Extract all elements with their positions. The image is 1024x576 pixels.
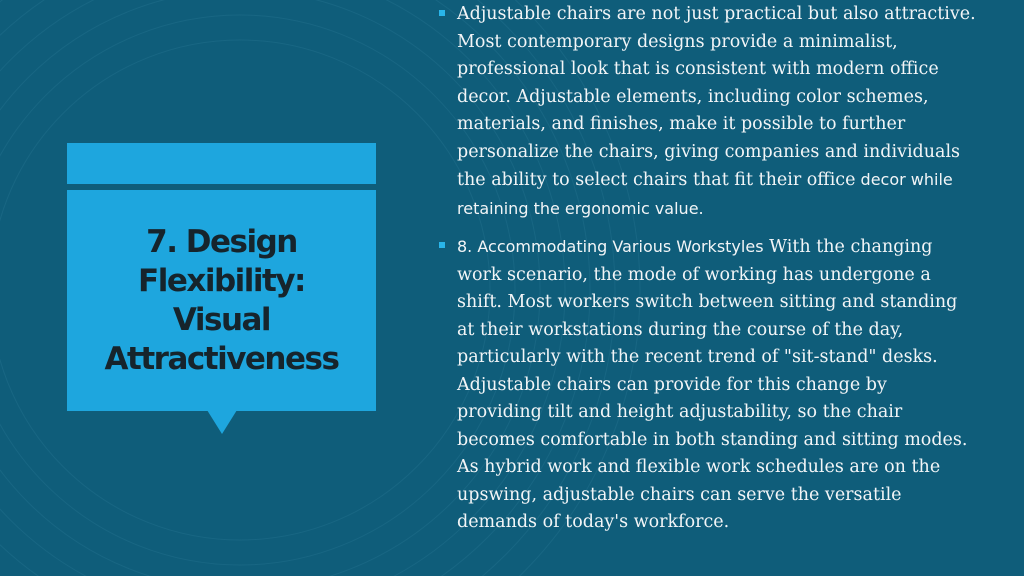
slide-title <box>67 223 376 379</box>
bullet-list <box>437 1 977 576</box>
bullet-workstyles <box>437 233 977 537</box>
bullet-design-flexibility <box>437 1 977 223</box>
title-line: Flexibility: <box>138 262 305 299</box>
bullet-text-serif: Adjustable chairs are not just practical but also attractive. Most contemporary designs provide a minimalist, professional look that is consistent with modern office decor. Adjustable elements, including color schemes, materials, and finishes, make it possible to further personalize the chairs, giving companies and individuals the ability to select chairs that fit their office <box>457 4 976 190</box>
title-accent-bar <box>67 143 376 184</box>
square-bullet-icon <box>439 242 445 248</box>
title-line: 7. Design <box>146 223 297 260</box>
bullet-text-sans: decor while retaining the ergonomic value. <box>457 170 953 218</box>
title-line: Visual <box>172 301 271 338</box>
title-line: Attractiveness <box>104 340 339 377</box>
callout-pointer <box>207 410 237 434</box>
bullet-text-serif: With the changing work scenario, the mode of working has undergone a shift. Most workers switch between sitting and standing at their workstations during the course of the day, particularly with the recent trend of "sit-stand" desks. Adjustable chairs can provide for this change by providing tilt and height adjustability, so the chair becomes comfortable in both standing and sitting modes. As hybrid work and flexible work schedules are on the upswing, adjustable chairs can serve the versatile demands of today's workforce. <box>457 237 968 532</box>
title-callout-box <box>67 190 376 411</box>
bullet-heading-sans: 8. Accommodating Various Workstyles <box>457 237 764 256</box>
square-bullet-icon <box>439 10 445 16</box>
